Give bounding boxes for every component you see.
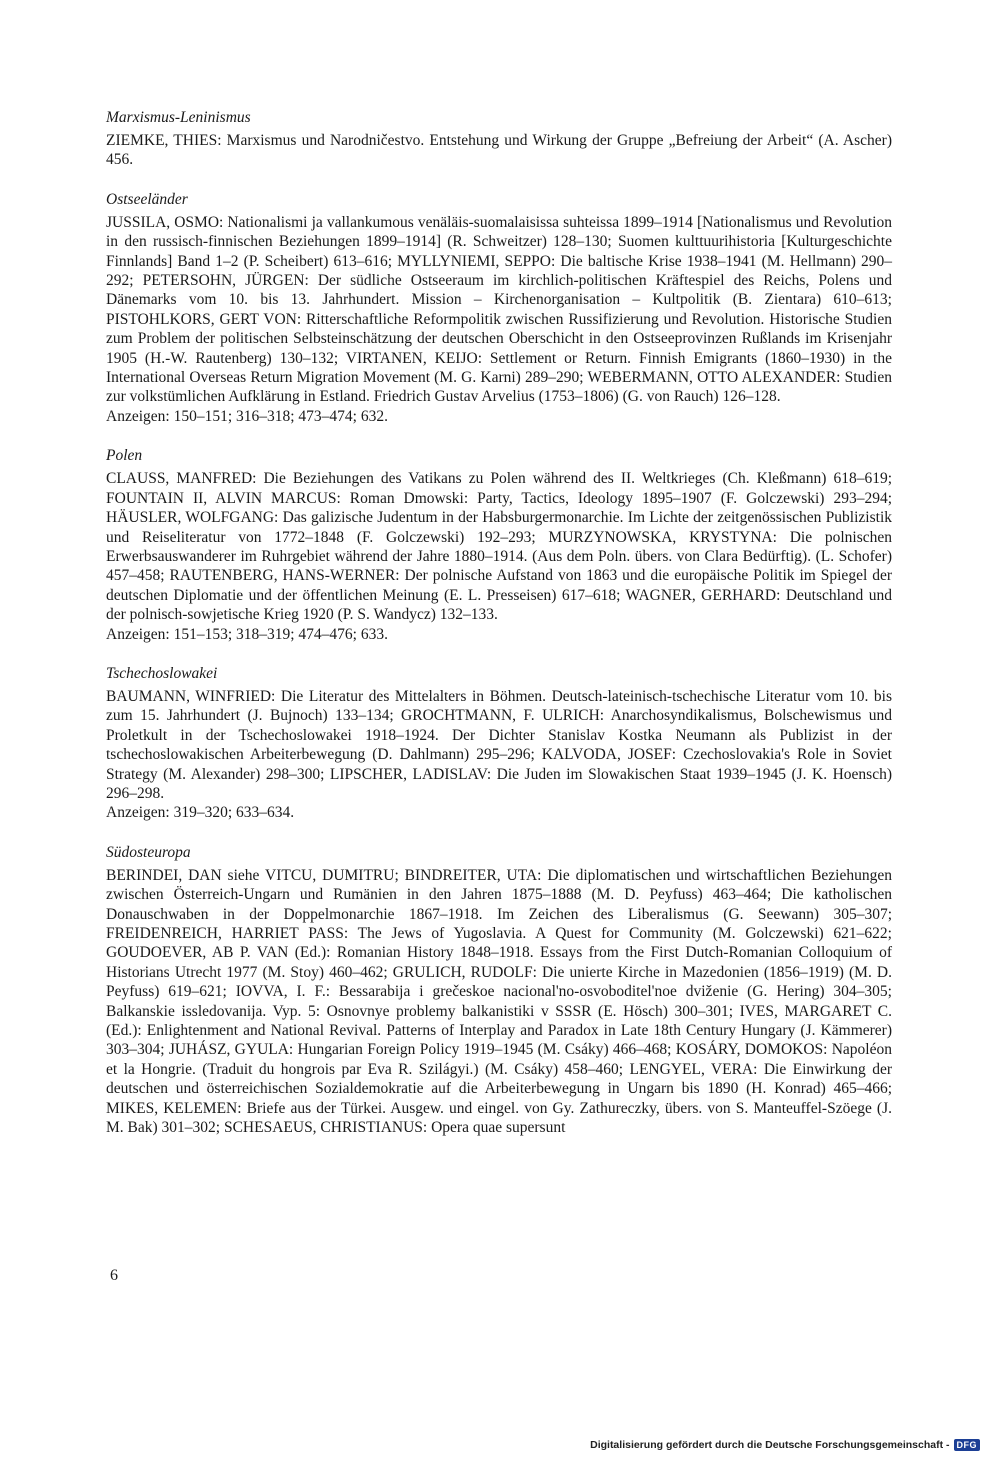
section-polen <box>106 446 892 644</box>
section-text: ZIEMKE, THIES: Marxismus und Narodničestvo. Entstehung und Wirkung der Gruppe „Befreiung der Arbeit“ (A. Ascher) 456. <box>106 132 892 169</box>
section-ads: Anzeigen: 151–153; 318–319; 474–476; 633. <box>106 625 388 643</box>
section-text: BAUMANN, WINFRIED: Die Literatur des Mittelalters in Böhmen. Deutsch-lateinisch-tschechische Literatur vom 10. bis zum 15. Jahrhundert (J. Bujnoch) 133–134; GROCHTMANN, F. ULRICH: Anarchosyndikalismus, Bolschewismus und Proletkult in der Tschechoslowakei 1918–1924. Der Dichter Stanislav Kostka Neumann als Publizist in der tschechoslowakischen Arbeiterbewegung (D. Dahlmann) 295–296; KALVODA, JOSEF: Czechoslovakia's Role in Soviet Strategy (M. Alexander) 298–300; LIPSCHER, LADISLAV: Die Juden im Slowakischen Staat 1939–1945 (J. K. Hoensch) 296–298. <box>106 687 892 802</box>
section-heading: Tschechoslowakei <box>106 664 218 682</box>
section-text: CLAUSS, MANFRED: Die Beziehungen des Vatikans zu Polen während des II. Weltkrieges (Ch. Kleßmann) 618–619; FOUNTAIN II, ALVIN MARCUS: Roman Dmowski: Party, Tactics, Ideology 1895–1907 (F. Golczewski) 293–294; HÄUSLER, WOLFGANG: Das galizische Judentum in der Habsburgermonarchie. Im Lichte der zeitgenössischen Publizistik und Reiseliteratur von 1772–1848 (F. Golczewski) 192–293; MURZYNOWSKA, KRYSTYNA: Die polnischen Erwerbsauswanderer im Ruhrgebiet während der Jahre 1880–1914. (Aus dem Poln. übers. von Clara Bedürftig). (L. Schofer) 457–458; RAUTENBERG, HANS-WERNER: Der polnische Aufstand von 1863 und die europäische Politik im Spiegel der deutschen Diplomatie und der öffentlichen Meinung (E. L. Presseisen) 617–618; WAGNER, GERHARD: Deutschland und der polnisch-sowjetische Krieg 1920 (P. S. Wandycz) 132–133. <box>106 470 892 624</box>
page-number: 6 <box>110 1267 118 1284</box>
section-body <box>106 213 892 426</box>
section-marxismus-leninismus <box>106 108 892 170</box>
section-tschechoslowakei <box>106 664 892 823</box>
section-body <box>106 469 892 644</box>
page-content <box>106 108 892 1157</box>
section-suedosteuropa <box>106 843 892 1138</box>
section-text: BERINDEI, DAN siehe VITCU, DUMITRU; BINDREITER, UTA: Die diplomatischen und wirtschaftlichen Beziehungen zwischen Österreich-Ungarn und Rumänien in den Jahren 1875–1888 (M. D. Peyfuss) 463–464; Die katholischen Donauschwaben in der Doppelmonarchie 1867–1918. Im Zeichen des Liberalismus (G. Seewann) 305–307; FREIDENREICH, HARRIET PASS: The Jews of Yugoslavia. A Quest for Community (M. Golczewski) 621–622; GOUDOEVER, AB P. VAN (Ed.): Romanian History 1848–1918. Essays from the First Dutch-Romanian Colloquium of Historians Utrecht 1977 (M. Stoy) 460–462; GRULICH, RUDOLF: Die unierte Kirche in Mazedonien (1856–1919) (M. D. Peyfuss) 619–621; IOVVA, I. F.: Bessarabija i grečeskoe nacional'no-osvoboditel'noe dviženie (G. Hering) 304–305; Balkanskie issledovanija. Vyp. 5: Osnovnye problemy balkanistiki v SSSR (E. Hösch) 300–301; IVES, MARGARET C. (Ed.): Enlightenment and National Revival. Patterns of Interplay and Paradox in Late 18th Century Hungary (J. Kämmerer) 303–304; JUHÁSZ, GYULA: Hungarian Foreign Policy 1919–1945 (M. Csáky) 466–468; KOSÁRY, DOMOKOS: Napoléon et la Hongrie. (Traduit du hongrois par Eva R. Szilágyi.) (M. Csáky) 458–460; LENGYEL, VERA: Die Einwirkung der deutschen und österreichischen Sozialdemokratie auf die Arbeiterbewegung in Ungarn bis 1890 (H. Konrad) 465–466; MIKES, KELEMEN: Briefe aus der Türkei. Ausgew. und eingel. von Gy. Zathureczky, übers. von S. Manteuffel-Szöege (J. M. Bak) 301–302; SCHESAEUS, CHRISTIANUS: Opera quae supersunt <box>106 866 892 1137</box>
section-ads: Anzeigen: 150–151; 316–318; 473–474; 632. <box>106 407 388 425</box>
section-body <box>106 131 892 170</box>
section-ads: Anzeigen: 319–320; 633–634. <box>106 804 295 822</box>
section-heading: Polen <box>106 447 143 465</box>
section-heading: Marxismus-Leninismus <box>106 109 251 126</box>
dfg-logo-icon: DFG <box>954 1439 981 1451</box>
section-body <box>106 866 892 1138</box>
section-ostseelaender <box>106 190 892 426</box>
section-heading: Südosteuropa <box>106 843 191 861</box>
section-text: JUSSILA, OSMO: Nationalismi ja vallankumous venäläis-suomalaisissa suhteissa 1899–1914 [Nationalismus und Revolution in den russisch-finnischen Beziehungen 1899–1914] (R. Schweitzer) 128–130; Suomen kulttuurihistoria [Kulturgeschichte Finnlands] Band 1–2 (P. Scheibert) 613–616; MYLLYNIEMI, SEPPO: Die baltische Krise 1938–1941 (M. Hellmann) 290–292; PETERSOHN, JÜRGEN: Der südliche Ostseeraum im kirchlich-politischen Kräftespiel des Reichs, Polens und Dänemarks vom 10. bis 13. Jahrhundert. Mission – Kirchenorganisation – Kultpolitik (B. Zientara) 610–613; PISTOHLKORS, GERT VON: Ritterschaftliche Reformpolitik zwischen Russifizierung und Revolution. Historische Studien zum Problem der politischen Selbsteinschätzung der deutschen Oberschicht in den Ostseeprovinzen Rußlands im Krisenjahr 1905 (H.-W. Rautenberg) 130–132; VIRTANEN, KEIJO: Settlement or Return. Finnish Emigrants (1860–1930) in the International Overseas Return Migration Movement (M. G. Karni) 289–290; WEBERMANN, OTTO ALEXANDER: Studien zur volkstümlichen Aufklärung in Estland. Friedrich Gustav Arvelius (1753–1806) (G. von Rauch) 126–128. <box>106 213 892 406</box>
section-body <box>106 687 892 823</box>
footer-text: Digitalisierung gefördert durch die Deutsche Forschungsgemeinschaft - <box>590 1439 950 1451</box>
section-heading: Ostseeländer <box>106 190 188 208</box>
digitization-footer <box>590 1439 980 1451</box>
